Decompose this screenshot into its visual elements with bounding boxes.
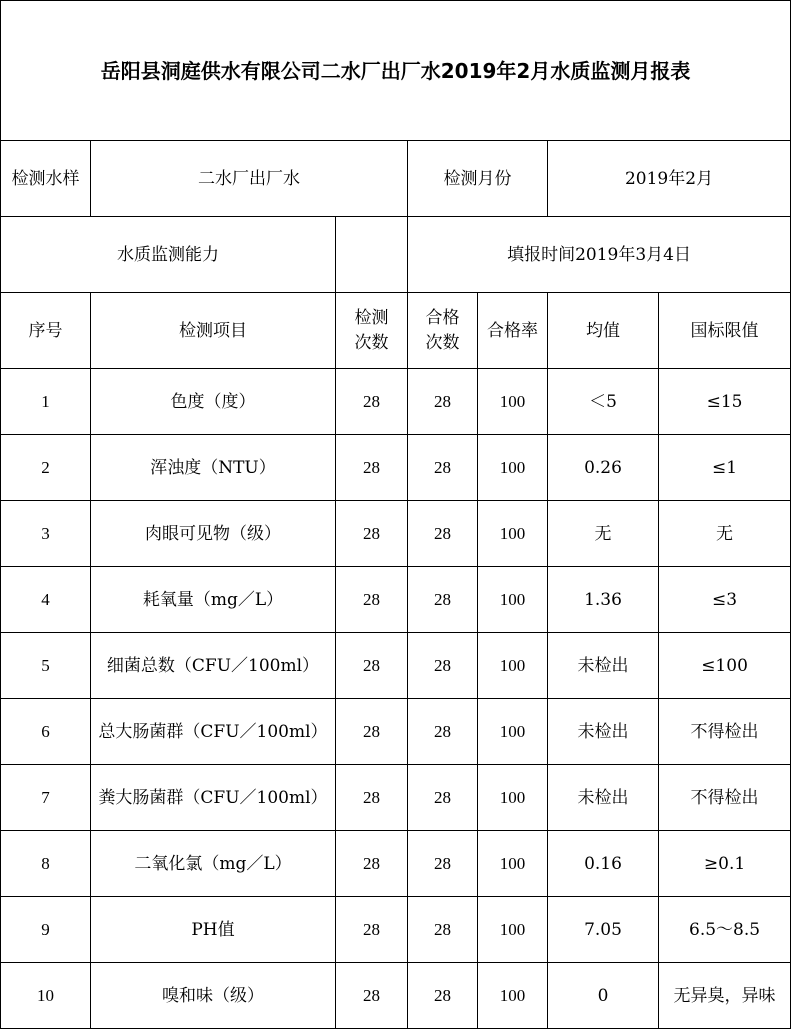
row-item: 耗氧量（mg／L） [91,567,336,633]
row-pass: 28 [408,567,478,633]
row-seq: 3 [1,501,91,567]
table-row [1,963,791,1029]
row-limit: ≥0.1 [659,831,791,897]
row-count: 28 [336,501,408,567]
row-rate: 100 [478,435,548,501]
row-limit: 不得检出 [659,699,791,765]
row-limit: 6.5～8.5 [659,897,791,963]
row-count: 28 [336,963,408,1029]
row-seq: 6 [1,699,91,765]
table-row [1,567,791,633]
header-pass-line2: 次数 [425,332,460,353]
header-seq: 序号 [1,293,91,369]
row-pass: 28 [408,897,478,963]
capability-row [1,217,791,293]
table-row [1,435,791,501]
row-seq: 2 [1,435,91,501]
row-limit: 无 [659,501,791,567]
header-count-line2: 次数 [354,332,389,353]
row-pass: 28 [408,765,478,831]
header-item: 检测项目 [91,293,336,369]
row-limit: ≤3 [659,567,791,633]
row-seq: 7 [1,765,91,831]
fill-time: 填报时间2019年3月4日 [408,217,791,293]
capability-empty-cell [336,217,408,293]
sample-label: 检测水样 [1,141,91,217]
row-mean: 未检出 [548,633,659,699]
row-limit: 无异臭，异味 [659,963,791,1029]
row-rate: 100 [478,897,548,963]
month-value: 2019年2月 [548,141,791,217]
header-count [336,293,408,369]
header-limit: 国标限值 [659,293,791,369]
table-row [1,765,791,831]
table-row [1,369,791,435]
row-item: 嗅和味（级） [91,963,336,1029]
row-pass: 28 [408,699,478,765]
row-count: 28 [336,369,408,435]
sample-value: 二水厂出厂水 [91,141,408,217]
row-mean: 1.36 [548,567,659,633]
table-row [1,501,791,567]
row-item: 粪大肠菌群（CFU／100ml） [91,765,336,831]
row-item: 浑浊度（NTU） [91,435,336,501]
row-pass: 28 [408,501,478,567]
row-rate: 100 [478,501,548,567]
row-rate: 100 [478,369,548,435]
table-row [1,699,791,765]
report-title: 岳阳县洞庭供水有限公司二水厂出厂水2019年2月水质监测月报表 [1,1,791,141]
row-count: 28 [336,831,408,897]
row-seq: 5 [1,633,91,699]
row-limit: ≤15 [659,369,791,435]
row-mean: ＜5 [548,369,659,435]
row-count: 28 [336,765,408,831]
table-row [1,831,791,897]
row-pass: 28 [408,369,478,435]
row-mean: 0.26 [548,435,659,501]
row-count: 28 [336,567,408,633]
row-item: PH值 [91,897,336,963]
header-count-line1: 检测 [354,307,389,328]
row-rate: 100 [478,633,548,699]
header-row [1,293,791,369]
row-item: 总大肠菌群（CFU／100ml） [91,699,336,765]
sample-row [1,141,791,217]
row-seq: 8 [1,831,91,897]
header-rate: 合格率 [478,293,548,369]
row-seq: 4 [1,567,91,633]
row-item: 细菌总数（CFU／100ml） [91,633,336,699]
row-rate: 100 [478,963,548,1029]
row-mean: 未检出 [548,765,659,831]
table-row [1,633,791,699]
header-pass [408,293,478,369]
row-pass: 28 [408,435,478,501]
row-limit: ≤1 [659,435,791,501]
row-pass: 28 [408,633,478,699]
month-label: 检测月份 [408,141,548,217]
row-seq: 1 [1,369,91,435]
row-seq: 10 [1,963,91,1029]
row-limit: ≤100 [659,633,791,699]
table-row [1,897,791,963]
row-rate: 100 [478,765,548,831]
row-mean: 无 [548,501,659,567]
row-item: 肉眼可见物（级） [91,501,336,567]
row-mean: 0.16 [548,831,659,897]
row-count: 28 [336,633,408,699]
row-mean: 7.05 [548,897,659,963]
row-rate: 100 [478,699,548,765]
row-mean: 未检出 [548,699,659,765]
row-rate: 100 [478,831,548,897]
row-count: 28 [336,897,408,963]
row-limit: 不得检出 [659,765,791,831]
row-count: 28 [336,435,408,501]
row-count: 28 [336,699,408,765]
title-row [1,1,791,141]
capability-label: 水质监测能力 [1,217,336,293]
row-item: 色度（度） [91,369,336,435]
row-pass: 28 [408,831,478,897]
row-mean: 0 [548,963,659,1029]
row-seq: 9 [1,897,91,963]
header-mean: 均值 [548,293,659,369]
header-pass-line1: 合格 [425,307,460,328]
row-item: 二氧化氯（mg／L） [91,831,336,897]
row-rate: 100 [478,567,548,633]
row-pass: 28 [408,963,478,1029]
